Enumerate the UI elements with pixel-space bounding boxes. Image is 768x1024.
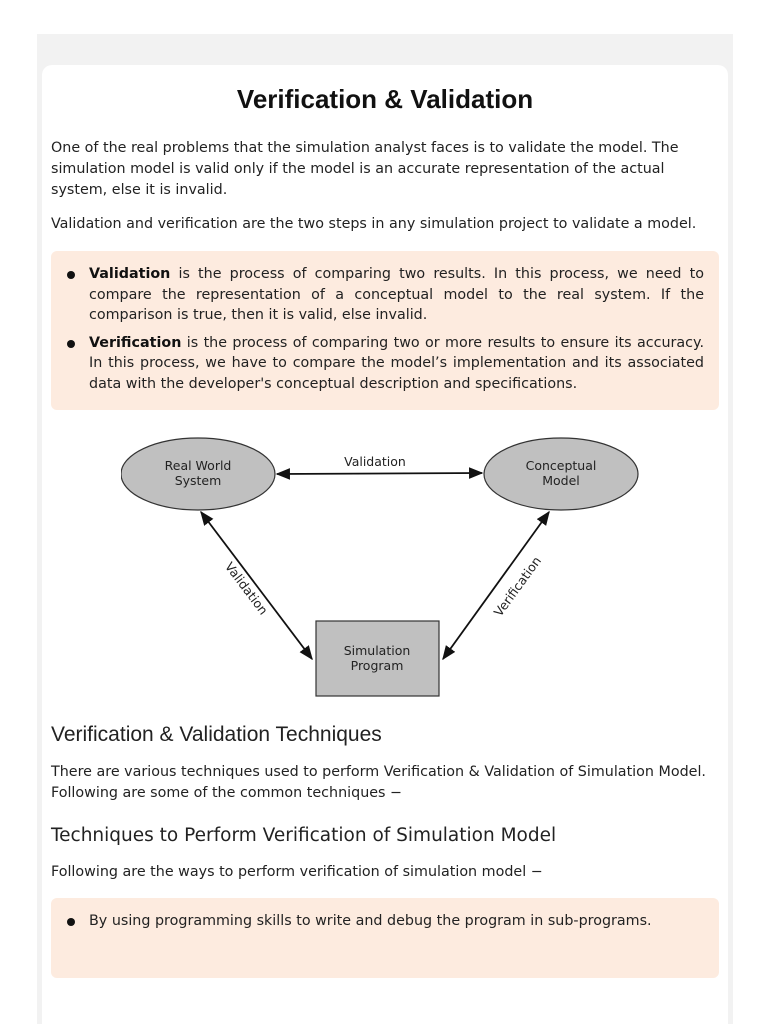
edge-top-label: Validation: [344, 454, 406, 469]
article-card: [42, 65, 728, 1024]
definition-item-validation: [51, 264, 719, 326]
verification-list-box: [51, 898, 719, 978]
edge-real-conceptual: [277, 473, 482, 474]
edge-real-program: [201, 512, 312, 659]
verification-heading: Techniques to Perform Verification of Simulation Model: [51, 825, 557, 846]
verification-paragraph: Following are the ways to perform verification of simulation model −: [51, 864, 543, 880]
program-label-1: Simulation: [343, 643, 411, 658]
definition-text: is the process of comparing two or more results to ensure its accuracy. In this process, we have to compare the model’s implementation and its associated data with the developer's conceptual description and specifications.: [89, 334, 704, 392]
real-world-label-1: Real World: [164, 458, 232, 473]
edge-conceptual-program: [443, 512, 549, 659]
conceptual-label-2: Model: [542, 473, 580, 488]
definition-term: Validation: [89, 266, 171, 282]
definitions-box: [51, 251, 719, 410]
real-world-label-2: System: [174, 473, 222, 488]
techniques-heading: Verification & Validation Techniques: [51, 723, 382, 746]
edge-left-label: Validation: [222, 559, 272, 618]
verification-item: [51, 911, 719, 932]
intro-paragraph: One of the real problems that the simulation analyst faces is to validate the model. The simulation model is valid only if the model is an accurate representation of the actual system, else it is invalid.: [51, 140, 679, 198]
bullet-icon: [67, 918, 75, 926]
bullet-icon: [67, 340, 75, 348]
program-label-2: Program: [350, 658, 404, 673]
page-background: [37, 34, 733, 1024]
page-title: Verification & Validation: [236, 84, 534, 114]
verification-item-text: By using programming skills to write and debug the program in sub-programs.: [89, 913, 652, 929]
techniques-paragraph: There are various techniques used to perform Verification & Validation of Simulation Model. Following are some of the common techniques −: [51, 764, 706, 801]
conceptual-label-1: Conceptual: [525, 458, 597, 473]
steps-paragraph: Validation and verification are the two steps in any simulation project to validate a model.: [51, 216, 697, 232]
validation-diagram: [121, 433, 651, 705]
edge-right-label: Verification: [490, 553, 545, 620]
definition-term: Verification: [89, 334, 182, 351]
definition-text: is the process of comparing two results. In this process, we need to compare the representation of a conceptual model to the real system. If the comparison is true, then it is valid, else invalid.: [89, 266, 704, 323]
definition-item-verification: [51, 333, 719, 395]
bullet-icon: [67, 271, 75, 279]
